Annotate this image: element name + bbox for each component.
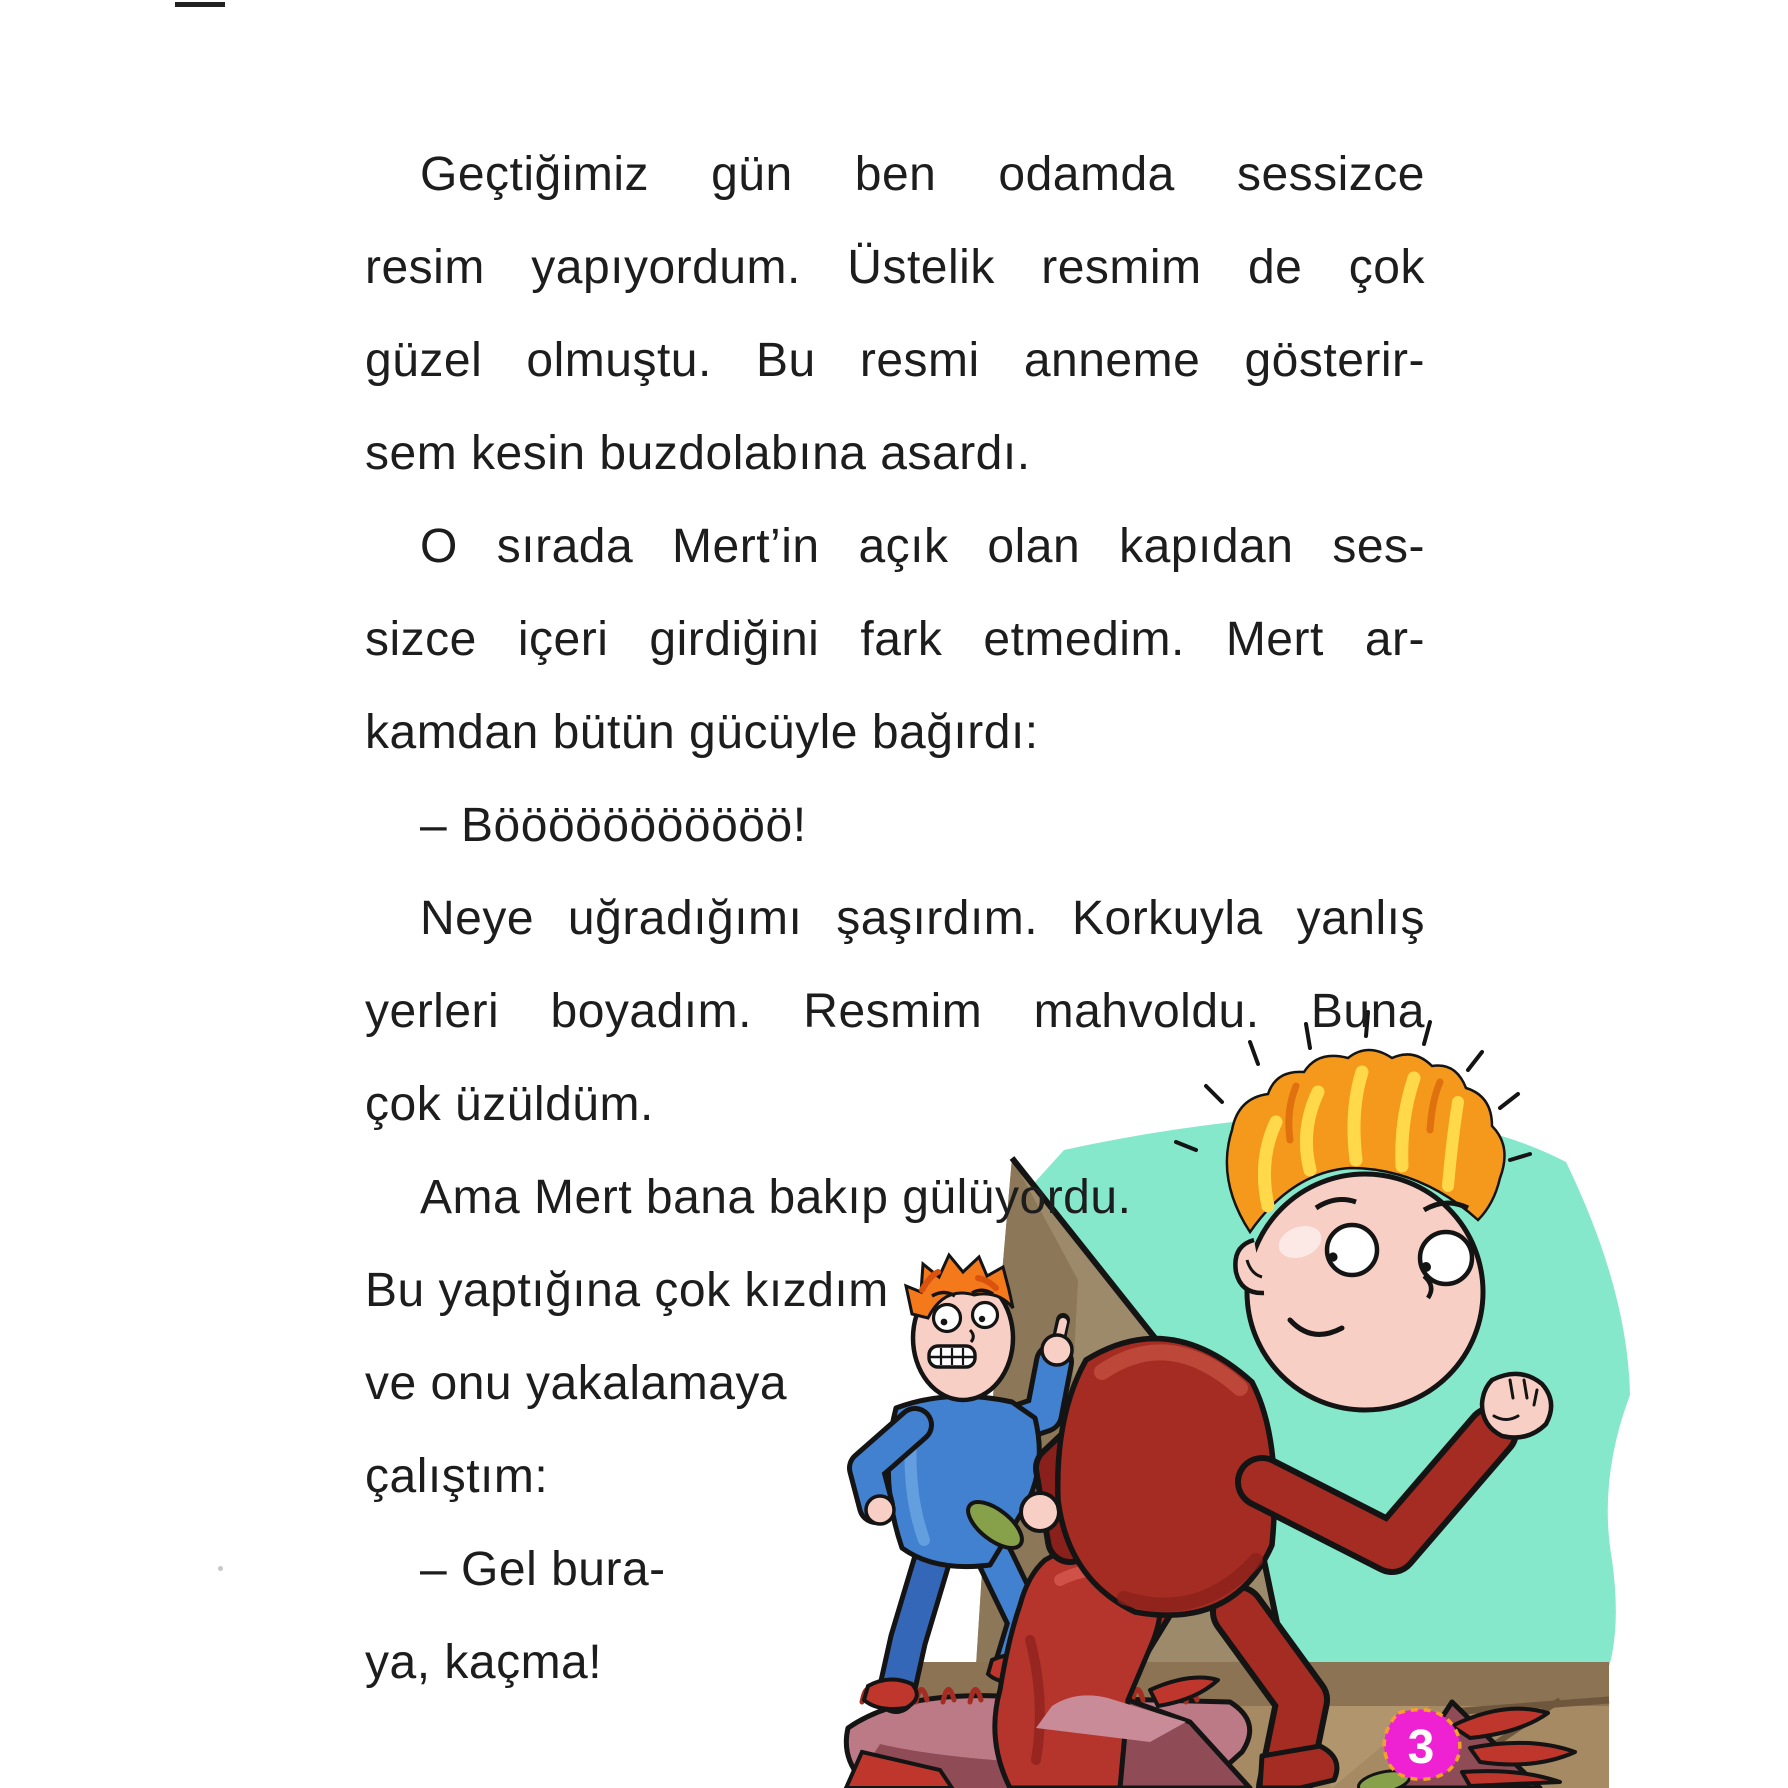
story-line: Geçtiğimiz gün ben odamda sessizce bbox=[420, 148, 1425, 201]
story-line: güzel olmuştu. Bu resmi anneme gösterir- bbox=[365, 334, 1425, 387]
story-line: ya, kaçma! bbox=[365, 1636, 603, 1689]
story-line: Ama Mert bana bakıp gülüyordu. bbox=[420, 1171, 1132, 1224]
print-speck bbox=[218, 1566, 223, 1571]
story-line: çok üzüldüm. bbox=[365, 1078, 654, 1131]
story-line: Bu yaptığına çok kızdım bbox=[365, 1264, 889, 1317]
story-line: çalıştım: bbox=[365, 1450, 549, 1503]
story-line: Neye uğradığımı şaşırdım. Korkuyla yanlış bbox=[420, 892, 1425, 945]
page-number: 3 bbox=[1407, 1721, 1435, 1774]
story-line: ve onu yakalamaya bbox=[365, 1357, 788, 1410]
story-line: – Bööööööööööö! bbox=[420, 799, 807, 852]
story-line: sem kesin buzdolabına asardı. bbox=[365, 427, 1031, 480]
story-line: resim yapıyordum. Üstelik resmim de çok bbox=[365, 241, 1425, 294]
story-line: O sırada Mert’in açık olan kapıdan ses- bbox=[420, 520, 1425, 573]
story-line: – Gel bura- bbox=[420, 1543, 666, 1596]
top-crop-mark bbox=[175, 2, 225, 7]
story-line: sizce içeri girdiğini fark etmedim. Mert ar- bbox=[365, 613, 1425, 666]
story-line: yerleri boyadım. Resmim mahvoldu. Buna bbox=[365, 985, 1425, 1038]
story-line: kamdan bütün gücüyle bağırdı: bbox=[365, 706, 1039, 759]
